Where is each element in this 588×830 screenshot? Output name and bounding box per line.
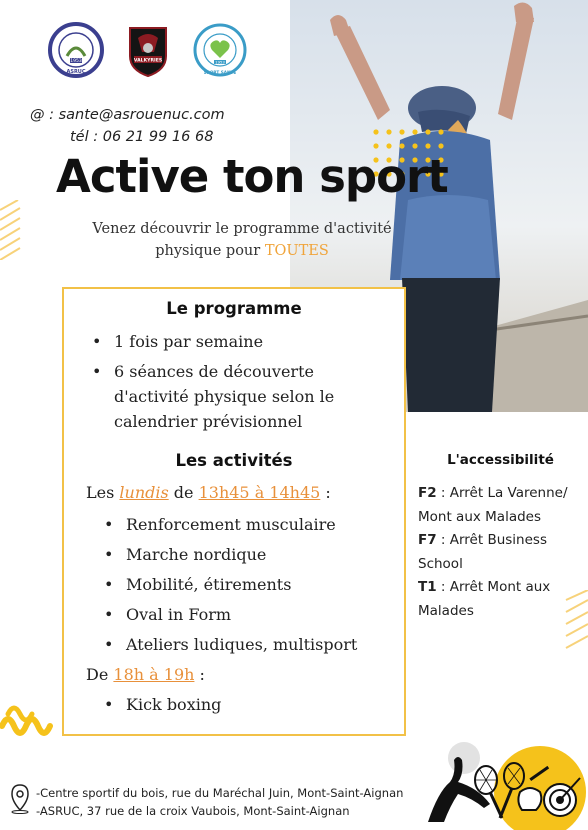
schedule-mid: de: [168, 483, 199, 502]
list-item: [104, 542, 404, 567]
bus-stop-text: : Arrêt Business School: [418, 532, 547, 572]
sport-sante-logo: [192, 22, 248, 78]
accessibility-item: [418, 482, 583, 529]
partner-logos: [48, 22, 248, 78]
sports-illustration: [420, 730, 588, 830]
subtitle-accent: TOUTES: [264, 243, 329, 259]
programme-heading: Le programme: [166, 299, 302, 318]
bullet-icon: •: [104, 515, 114, 534]
list-item: [104, 632, 404, 657]
schedule-prefix: Les: [86, 483, 120, 502]
list-item-text: 1 fois par semaine: [114, 332, 264, 351]
schedule-time: 18h à 19h: [113, 665, 195, 684]
svg-text:1953: 1953: [70, 59, 82, 64]
subtitle: [64, 218, 420, 262]
left-stripes-decoration: [0, 200, 22, 260]
activities-list: [104, 512, 404, 662]
yellow-squiggle-decoration: [0, 700, 60, 740]
bullet-icon: •: [104, 545, 114, 564]
schedule-line-2: [86, 665, 205, 684]
bus-line-label: T1: [418, 579, 437, 595]
bus-line-label: F7: [418, 532, 437, 548]
subtitle-line-2-text: physique pour: [155, 243, 265, 259]
bullet-icon: •: [104, 695, 114, 714]
schedule-day: lundis: [119, 483, 169, 502]
schedule-suffix: :: [194, 665, 205, 684]
bus-stop-text: : Arrêt La Varenne/ Mont aux Malades: [418, 485, 568, 525]
list-item: [92, 359, 392, 434]
bullet-icon: •: [104, 575, 114, 594]
accessibility-item: [418, 529, 583, 576]
bus-stop-text: : Arrêt Mont aux Malades: [418, 579, 551, 619]
schedule-line-1: [86, 483, 331, 502]
svg-text:1953: 1953: [215, 59, 225, 65]
subtitle-line-2: [64, 240, 420, 262]
list-item: [104, 692, 404, 717]
contact-email[interactable]: @ : sante@asrouenuc.com: [30, 107, 225, 123]
list-item-text: Renforcement musculaire: [126, 515, 336, 534]
programme-box: [62, 287, 406, 736]
accessibility-block: [418, 452, 583, 623]
bus-line-label: F2: [418, 485, 437, 501]
evening-activities-list: [104, 692, 404, 717]
schedule-suffix: :: [320, 483, 331, 502]
address-line: -Centre sportif du bois, rue du Maréchal Juin, Mont-Saint-Aignan: [36, 786, 404, 800]
list-item-text: Ateliers ludiques, multisport: [126, 635, 358, 654]
addresses-block: [36, 784, 403, 820]
bullet-icon: •: [104, 635, 114, 654]
svg-text:SPORT SANTÉ: SPORT SANTÉ: [203, 70, 237, 75]
list-item-text: Marche nordique: [126, 545, 267, 564]
bullet-icon: •: [92, 332, 102, 351]
list-item-text: Kick boxing: [126, 695, 222, 714]
list-item: [104, 572, 404, 597]
programme-list: [92, 329, 392, 439]
list-item-text: Mobilité, étirements: [126, 575, 292, 594]
accessibility-heading: L'accessibilité: [447, 452, 554, 468]
accessibility-item: [418, 576, 583, 623]
address-line: -ASRUC, 37 rue de la croix Vaubois, Mont-Saint-Aignan: [36, 804, 350, 818]
list-item: [104, 602, 404, 627]
bullet-icon: •: [104, 605, 114, 624]
schedule-time: 13h45 à 14h45: [198, 483, 321, 502]
list-item-text: 6 séances de découverte d'activité physique selon le calendrier prévisionnel: [114, 362, 335, 431]
contact-block: [30, 104, 225, 148]
page-title: Active ton sport: [56, 150, 448, 203]
valkyries-logo: [120, 22, 176, 78]
svg-text:ASRUC: ASRUC: [66, 69, 86, 75]
schedule-prefix: De: [86, 665, 114, 684]
list-item: [104, 512, 404, 537]
contact-phone[interactable]: tél : 06 21 99 16 68: [70, 129, 214, 145]
location-pin-icon: [10, 784, 30, 814]
list-item: [92, 329, 392, 354]
bullet-icon: •: [92, 362, 102, 381]
svg-text:VALKYRIES: VALKYRIES: [133, 58, 163, 64]
list-item-text: Oval in Form: [126, 605, 232, 624]
subtitle-line-1: Venez découvrir le programme d'activité: [92, 221, 392, 237]
activities-heading: Les activités: [175, 451, 293, 470]
asruc-logo: [48, 22, 104, 78]
